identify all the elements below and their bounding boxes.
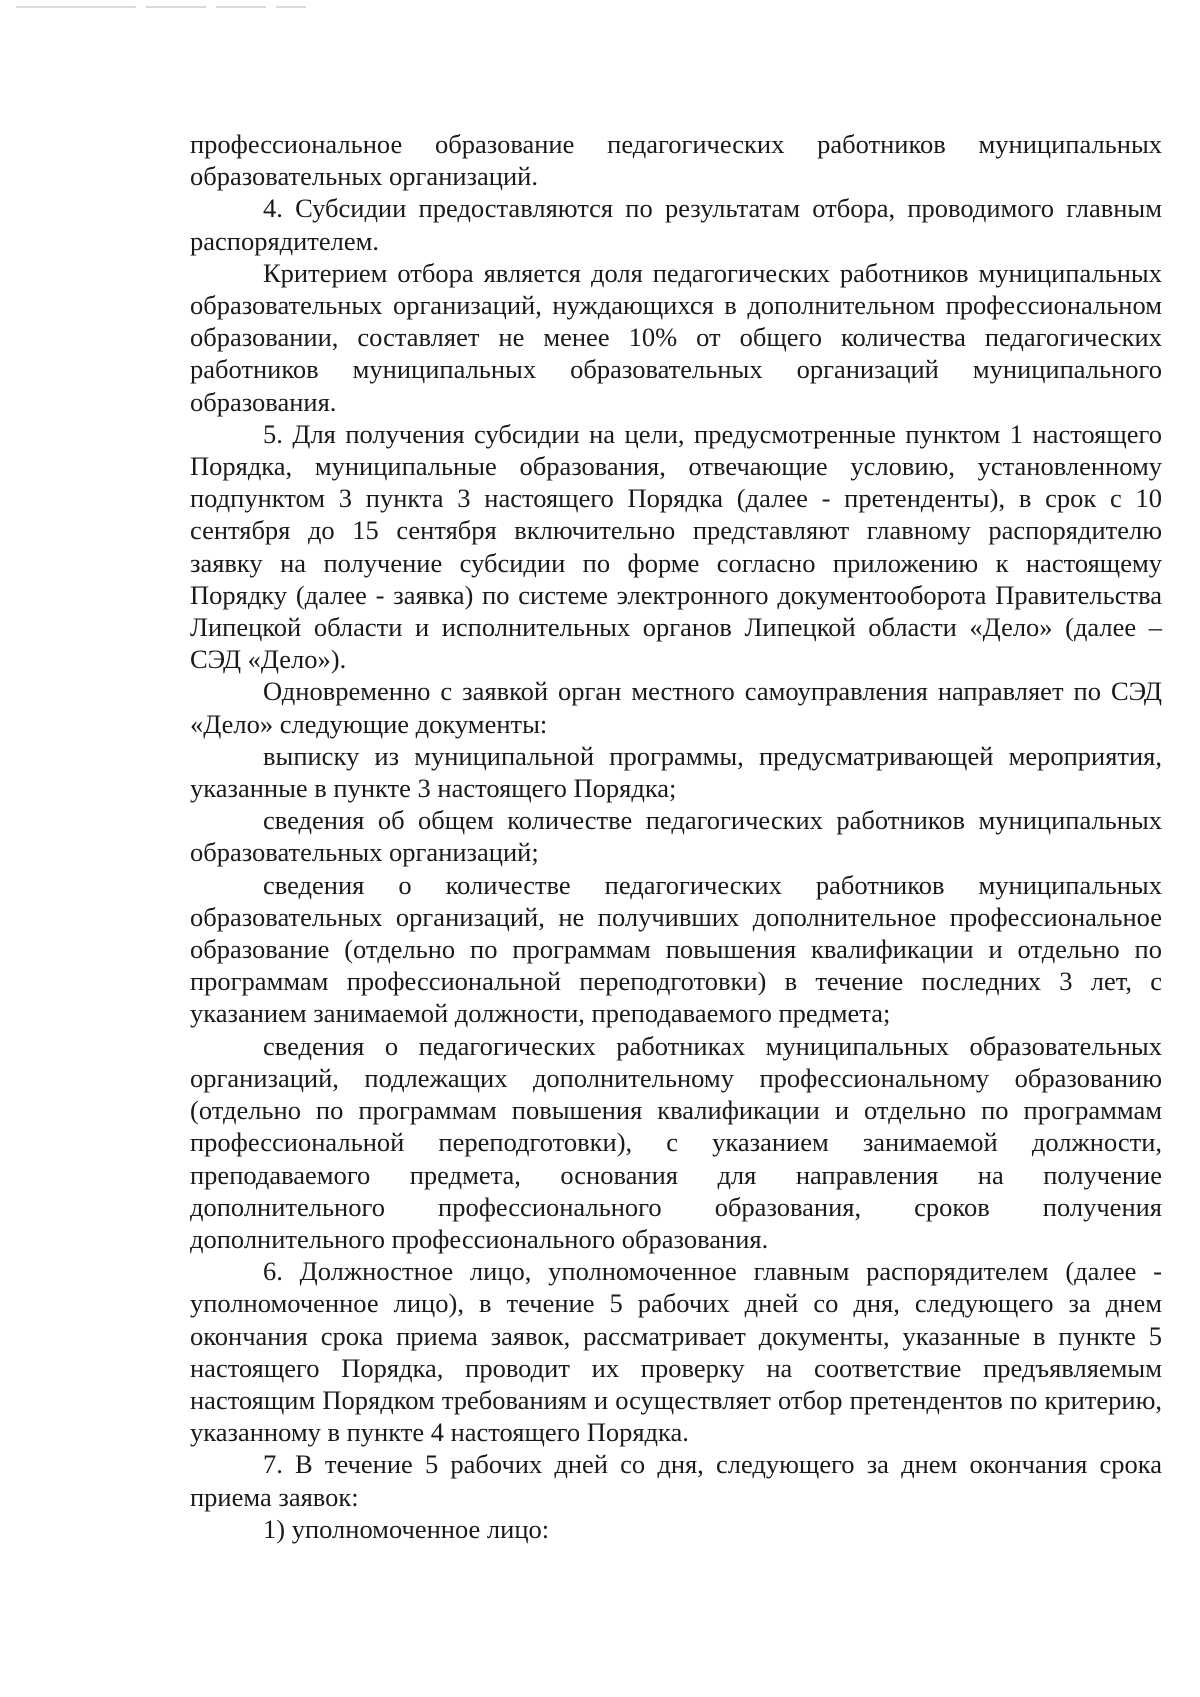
paragraph-staff-to-train-info: сведения о педагогических работниках муниципальных образовательных организаций, подлежащих дополнительному профессиональному образованию (отдельно по программам повышения квалификации и отдельно по программам профессиональной переподготовки), с указанием занимаемой должности, преподаваемого предмета, основания для направления на получение дополнительного профессионального образования, сроков получения дополнительного профессионального образования.	[190, 1030, 1162, 1254]
paragraph-documents-intro: Одновременно с заявкой орган местного самоуправления направляет по СЭД «Дело» следующие документы:	[190, 676, 1162, 739]
scan-artifact	[16, 6, 336, 14]
paragraph-subitem-1: 1) уполномоченное лицо:	[263, 1513, 550, 1544]
paragraph-1: профессиональное образование педагогических работников муниципальных образовательных организаций.	[190, 129, 1162, 192]
paragraph-untrained-staff-info: сведения о количестве педагогических работников муниципальных образовательных организаций, не получивших дополнительное профессиональное образование (отдельно по программам повышения квалификации и отдельно по программам профессиональной переподготовки) в течение последних 3 лет, с указанием занимаемой должности, преподаваемого предмета;	[190, 869, 1162, 1029]
paragraph-item-7: 7. В течение 5 рабочих дней со дня, следующего за днем окончания срока приема заявок:	[190, 1449, 1162, 1512]
document-body	[190, 128, 1162, 1545]
paragraph-selection-criterion: Критерием отбора является доля педагогических работников муниципальных образовательных организаций, нуждающихся в дополнительном профессиональном образовании, составляет не менее 10% от общего количества педагогических работников муниципальных образовательных организаций муниципального образования.	[190, 257, 1162, 417]
paragraph-item-6: 6. Должностное лицо, уполномоченное главным распорядителем (далее - уполномоченное лицо), в течение 5 рабочих дней со дня, следующего за днем окончания срока приема заявок, рассматривает документы, указанные в пункте 5 настоящего Порядка, проводит их проверку на соответствие предъявляемым настоящим Порядком требованиям и осуществляет отбор претендентов по критерию, указанному в пункте 4 настоящего Порядка.	[190, 1256, 1162, 1448]
paragraph-total-staff-info: сведения об общем количестве педагогических работников муниципальных образовательных организаций;	[190, 805, 1162, 868]
paragraph-program-extract: выписку из муниципальной программы, предусматривающей мероприятия, указанные в пункте 3 настоящего Порядка;	[190, 740, 1162, 804]
paragraph-item-4: 4. Субсидии предоставляются по результатам отбора, проводимого главным распорядителем.	[190, 193, 1162, 256]
paragraph-item-5: 5. Для получения субсидии на цели, предусмотренные пунктом 1 настоящего Порядка, муниципальные образования, отвечающие условию, установленному подпунктом 3 пункта 3 настоящего Порядка (далее - претенденты), в срок с 10 сентября до 15 сентября включительно представляют главному распорядителю заявку на получение субсидии по форме согласно приложению к настоящему Порядку (далее - заявка) по системе электронного документооборота Правительства Липецкой области и исполнительных органов Липецкой области «Дело» (далее – СЭД «Дело»).	[190, 418, 1162, 675]
